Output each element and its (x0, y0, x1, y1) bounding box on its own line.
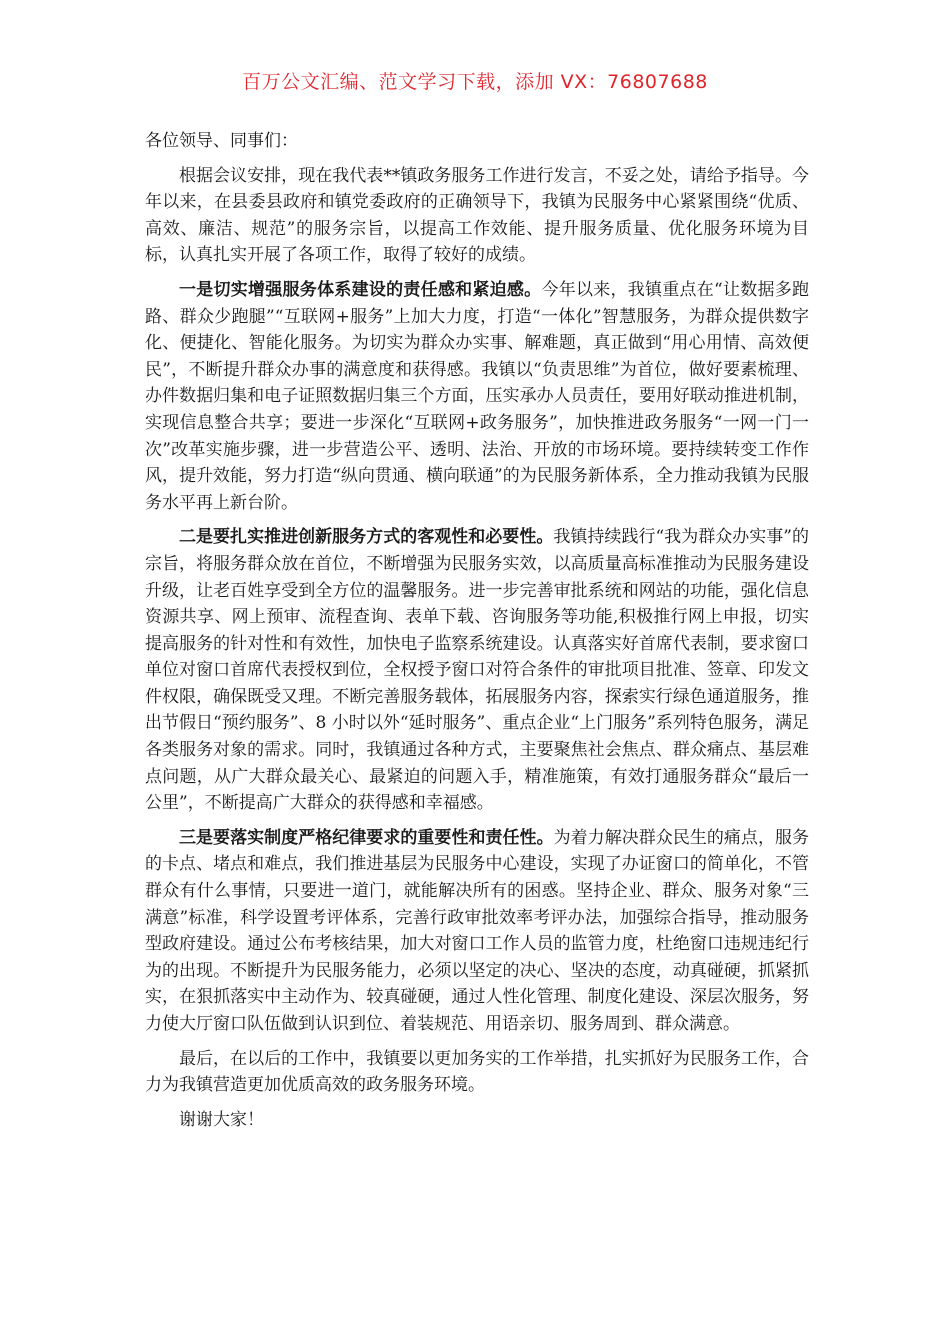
salutation: 各位领导、同事们： (145, 131, 298, 151)
document-body (145, 128, 809, 1141)
section-heading-3: 三是要落实制度严格纪律要求的重要性和责任性。 (179, 827, 554, 848)
section-heading-2: 二是要扎实推进创新服务方式的客观性和必要性。 (179, 527, 554, 548)
section-text-2: 我镇持续践行“我为群众办实事”的宗旨，将服务群众放在首位，不断增强为民服务实效，以高质量高标准推动为民服务建设升级，让老百姓享受到全方位的温馨服务。进一步完善审批系统和网站的功能，强化信息资源共享、网上预审、流程查询、表单下载、咨询服务等功能,积极推行网上申报，切实提高服务的针对性和有效性，加快电子监察系统建设。认真落实好首席代表制，要求窗口单位对窗口首席代表授权到位，全权授予窗口对符合条件的审批项目批准、签章、印发文件权限，确保既受又理。不断完善服务载体，拓展服务内容，探索实行绿色通道服务，推出节假日“预约服务”、8 小时以外“延时服务”、重点企业“上门服务”系列特色服务，满足各类服务对象的需求。同时，我镇通过各种方式，主要聚焦社会焦点、群众痛点、基层难点问题，从广大群众最关心、最紧迫的问题入手，精准施策，有效打通服务群众“最后一公里”，不断提高广大群众的获得感和幸福感。 (145, 527, 810, 814)
header-banner: 百万公文汇编、范文学习下载，添加 VX：76807688 (242, 71, 708, 93)
section-paragraph-1 (145, 277, 809, 516)
section-text-1: 今年以来，我镇重点在“让数据多跑路、群众少跑腿”“互联网+服务”上加大力度，打造“一体化”智慧服务，为群众提供数字化、便捷化、智能化服务。为切实为群众办实事、解难题，真正做到“用心用情、高效便民”，不断提升群众办事的满意度和获得感。我镇以“负责思维”为首位，做好要素梳理、办件数据归集和电子证照数据归集三个方面，压实承办人员责任，要用好联动推进机制，实现信息整合共享；要进一步深化“互联网+政务服务”，加快推进政务服务“一网一门一次”改革实施步骤，进一步营造公平、透明、法治、开放的市场环境。要持续转变工作作风，提升效能，努力打造“纵向贯通、横向联通”的为民服务新体系，全力推动我镇为民服务水平再上新台阶。 (145, 279, 810, 513)
section-heading-1: 一是切实增强服务体系建设的责任感和紧迫感。 (179, 279, 542, 300)
intro-paragraph: 根据会议安排，现在我代表**镇政务服务工作进行发言，不妥之处，请给予指导。今年以来，在县委县政府和镇党委政府的正确领导下，我镇为民服务中心紧紧围绕“优质、高效、廉洁、规范”的服务宗旨，以提高工作效能、提升服务质量、优化服务环境为目标，认真扎实开展了各项工作，取得了较好的成绩。 (145, 165, 809, 266)
closing-paragraph: 最后，在以后的工作中，我镇要以更加务实的工作举措，扎实抓好为民服务工作，合力为我镇营造更加优质高效的政务服务环境。 (145, 1048, 809, 1096)
thanks-paragraph: 谢谢大家！ (179, 1109, 264, 1130)
section-paragraph-3 (145, 825, 809, 1038)
section-paragraph-2 (145, 524, 809, 817)
section-text-3: 为着力解决群众民生的痛点，服务的卡点、堵点和难点，我们推进基层为民服务中心建设，实现了办证窗口的简单化，不管群众有什么事情，只要进一道门，就能解决所有的困惑。坚持企业、群众、服务对象“三满意”标准，科学设置考评体系，完善行政审批效率考评办法，加强综合指导，推动服务型政府建设。通过公布考核结果，加大对窗口工作人员的监管力度，杜绝窗口违规违纪行为的出现。不断提升为民服务能力，必须以坚定的决心、坚决的态度，动真碰硬，抓紧抓实，在狠抓落实中主动作为、较真碰硬，通过人性化管理、制度化建设、深层次服务，努力使大厅窗口队伍做到认识到位、着装规范、用语亲切、服务周到、群众满意。 (145, 827, 810, 1034)
